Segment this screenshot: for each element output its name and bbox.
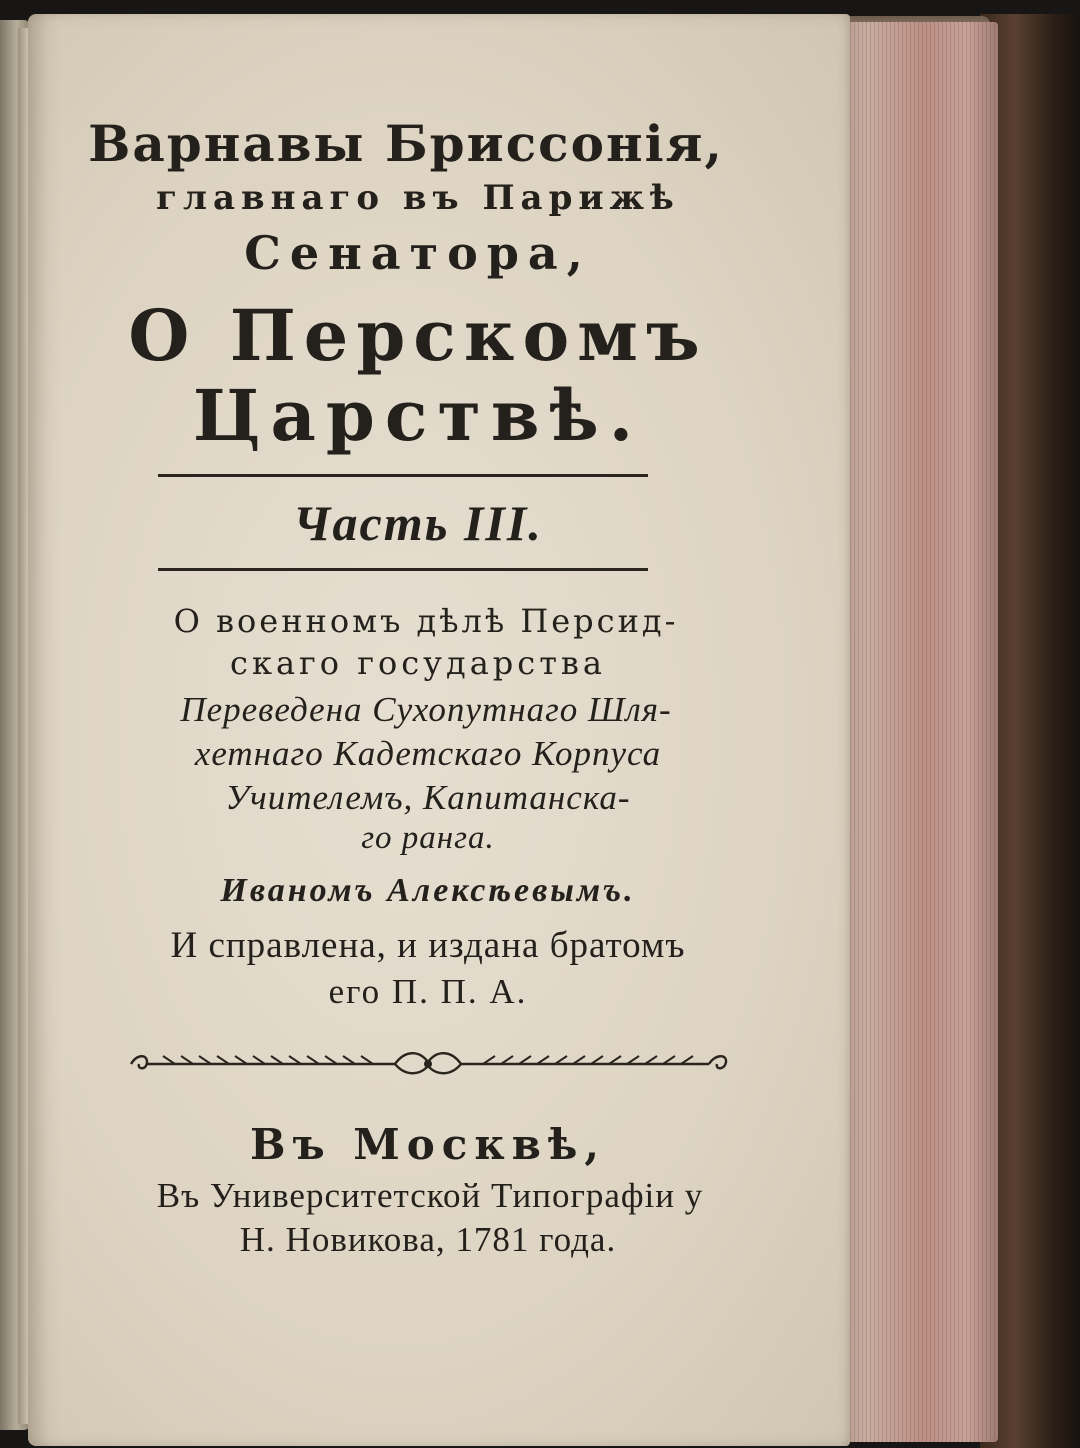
subject-line-2: скаго государства (230, 644, 606, 682)
title-line-4: О Перскомъ (128, 294, 708, 377)
rule-bottom (158, 568, 648, 571)
title-line-5: Царствѣ. (192, 374, 644, 457)
ornamental-divider (123, 1042, 733, 1082)
translator-line-2: хетнаго Кадетскаго Корпуса (194, 734, 662, 773)
facing-page-sliver (18, 28, 28, 1424)
title-line-3: Сенатора, (244, 226, 592, 280)
editor-line-1: И справлена, и издана братомъ (170, 925, 686, 966)
translator-line-1: Переведена Сухопутнаго Шля- (180, 690, 672, 729)
translator-line-3: Учителемъ, Капитанска- (225, 778, 631, 817)
title-line-2: главнаго въ Парижѣ (156, 178, 680, 218)
imprint-line-1: Въ Университетской Типографіи у (156, 1176, 704, 1215)
imprint-city: Въ Москвѣ, (249, 1120, 607, 1169)
translator-name: Иваномъ Алексѣевымъ. (220, 872, 636, 909)
page-fore-edge (838, 22, 998, 1442)
editor-line-2: его П. П. А. (328, 972, 528, 1011)
translator-line-4: го ранга. (361, 820, 495, 856)
author-line: Варнавы Бриссонія, (88, 114, 724, 173)
part-number: Часть III. (293, 495, 543, 551)
subject-line-1: О военномъ дѣлѣ Персид- (173, 602, 679, 640)
rule-top (158, 474, 648, 477)
imprint-line-2: Н. Новикова, 1781 года. (239, 1220, 617, 1259)
title-page (28, 14, 850, 1446)
